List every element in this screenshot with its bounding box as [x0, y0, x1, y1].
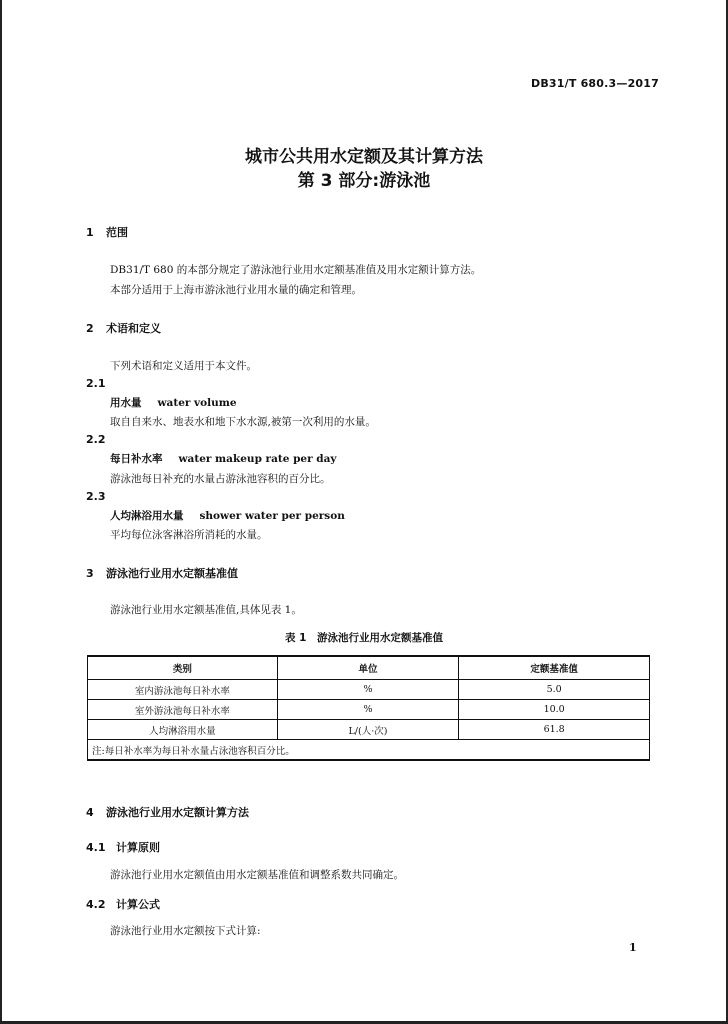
- table-cell-value: 61.8: [459, 720, 650, 740]
- table-cell-category: 室外游泳池每日补水率: [88, 700, 278, 720]
- table-header-row: [88, 656, 650, 680]
- table-header-unit: 单位: [277, 656, 459, 680]
- section-4-title: 游泳池行业用水定额计算方法: [106, 806, 249, 819]
- term-2-2-name: [110, 451, 337, 466]
- table-note: 注:每日补水率为每日补水量占泳池容积百分比。: [88, 740, 650, 761]
- term-2-2-definition: 游泳池每日补充的水量占游泳池容积的百分比。: [110, 473, 331, 485]
- term-2-2-number: 2.2: [86, 433, 106, 446]
- section-2-number: 2: [86, 322, 94, 335]
- section-4-2-paragraph: 游泳池行业用水定额按下式计算:: [110, 925, 261, 937]
- section-1-number: 1: [86, 226, 94, 239]
- table-row: [88, 720, 650, 740]
- section-3-title: 游泳池行业用水定额基准值: [106, 567, 238, 580]
- section-4-1-title: 计算原则: [116, 841, 160, 854]
- table-cell-unit: %: [277, 680, 459, 700]
- section-2-heading: [86, 320, 161, 336]
- term-2-3-definition: 平均每位泳客淋浴所消耗的水量。: [110, 529, 268, 541]
- section-2-intro: 下列术语和定义适用于本文件。: [110, 360, 257, 372]
- table-row: [88, 680, 650, 700]
- section-3-heading: [86, 565, 238, 581]
- section-1-paragraph-1: DB31/T 680 的本部分规定了游泳池行业用水定额基准值及用水定额计算方法。: [110, 264, 482, 276]
- table-note-row: [88, 740, 650, 761]
- section-4-2-number: 4.2: [86, 898, 106, 911]
- term-2-3-name: [110, 508, 345, 523]
- section-4-2-title: 计算公式: [116, 898, 160, 911]
- table-cell-value: 10.0: [459, 700, 650, 720]
- section-3-paragraph: 游泳池行业用水定额基准值,具体见表 1。: [110, 604, 302, 616]
- table-cell-value: 5.0: [459, 680, 650, 700]
- section-4-number: 4: [86, 806, 94, 819]
- table-header-category: 类别: [88, 656, 278, 680]
- table-caption: 表 1 游泳池行业用水定额基准值: [285, 632, 443, 644]
- section-1-heading: [86, 224, 128, 240]
- document-title: 城市公共用水定额及其计算方法: [245, 147, 483, 167]
- section-4-1-heading: [86, 839, 160, 855]
- document-subtitle: 第 3 部分:游泳池: [297, 171, 431, 191]
- section-4-heading: [86, 804, 249, 820]
- table-cell-category: 室内游泳池每日补水率: [88, 680, 278, 700]
- term-2-1-definition: 取自自来水、地表水和地下水水源,被第一次利用的水量。: [110, 416, 376, 428]
- term-2-1-name: [110, 395, 237, 410]
- quota-table: [87, 655, 650, 761]
- section-4-1-paragraph: 游泳池行业用水定额值由用水定额基准值和调整系数共同确定。: [110, 869, 404, 881]
- section-3-number: 3: [86, 567, 94, 580]
- standard-code: DB31/T 680.3—2017: [531, 77, 659, 90]
- section-2-title: 术语和定义: [106, 322, 161, 335]
- term-2-3-en: shower water per person: [199, 510, 345, 522]
- page-number: 1: [629, 941, 637, 954]
- term-2-1-en: water volume: [157, 397, 237, 409]
- table-header-value: 定额基准值: [459, 656, 650, 680]
- section-1-paragraph-2: 本部分适用于上海市游泳池行业用水量的确定和管理。: [110, 284, 362, 296]
- section-4-2-heading: [86, 896, 160, 912]
- section-4-1-number: 4.1: [86, 841, 106, 854]
- table-cell-category: 人均淋浴用水量: [88, 720, 278, 740]
- term-2-1-cn: 用水量: [110, 397, 142, 409]
- term-2-3-number: 2.3: [86, 490, 106, 503]
- term-2-1-number: 2.1: [86, 377, 106, 390]
- term-2-3-cn: 人均淋浴用水量: [110, 510, 184, 522]
- term-2-2-cn: 每日补水率: [110, 453, 163, 465]
- table-cell-unit: %: [277, 700, 459, 720]
- term-2-2-en: water makeup rate per day: [178, 453, 337, 465]
- table-cell-unit: L/(人·次): [277, 720, 459, 740]
- table-row: [88, 700, 650, 720]
- section-1-title: 范围: [106, 226, 128, 239]
